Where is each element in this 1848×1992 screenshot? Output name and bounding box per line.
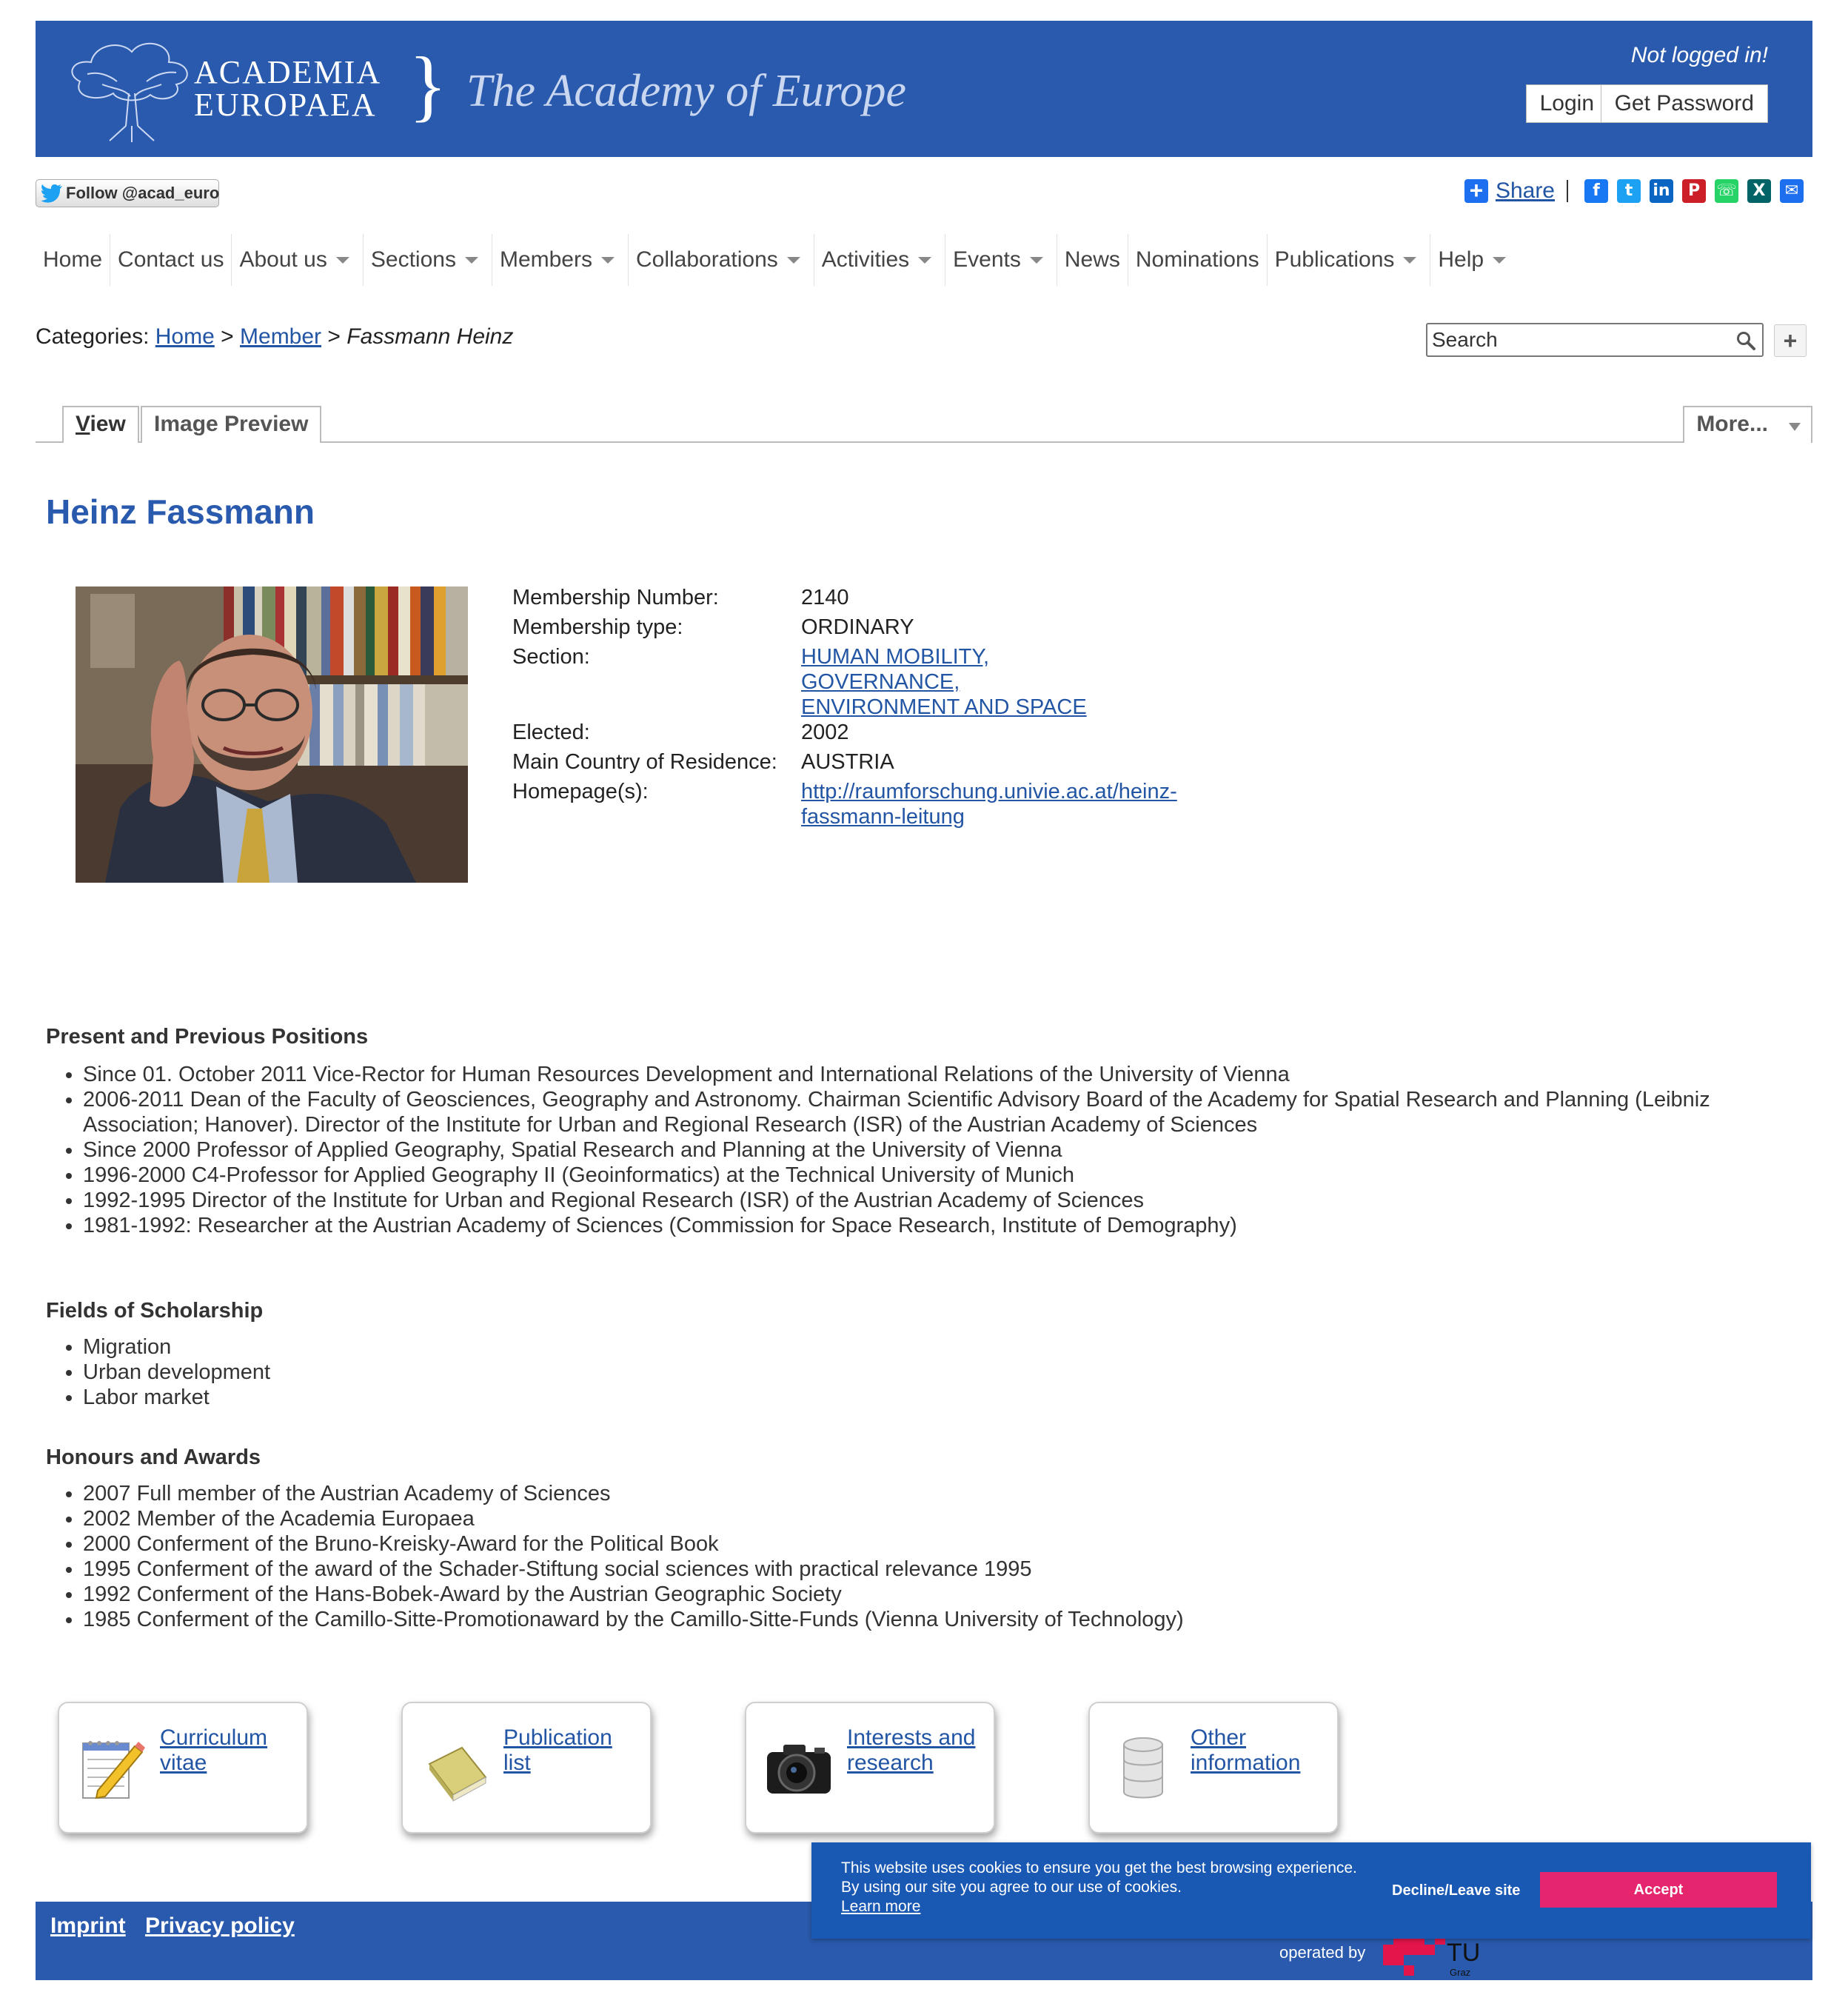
site-tagline: The Academy of Europe (466, 66, 907, 116)
cookie-text: This website uses cookies to ensure you get the best browsing experience. By using our site you agree to our use of cookies. (841, 1859, 1357, 1896)
detail-row-membership-type (512, 615, 1177, 644)
list-item: • Since 2000 Professor of Applied Geography, Spatial Research and Planning at the University of Vienna (83, 1137, 1771, 1163)
follow-label: Follow @acad_euro (66, 184, 220, 202)
chevron-down-icon (918, 257, 931, 264)
book-icon (419, 1730, 493, 1804)
detail-row-homepage (512, 779, 1177, 829)
decline-button[interactable]: Decline/Leave site (1392, 1882, 1521, 1899)
member-portrait (76, 586, 468, 883)
pinterest-icon[interactable]: P (1682, 179, 1706, 203)
section-link-line[interactable]: HUMAN MOBILITY, (801, 645, 990, 669)
honours-list (46, 1481, 1771, 1632)
nav-label: Sections (370, 247, 456, 272)
breadcrumb-separator: > (221, 324, 234, 349)
learn-more-link[interactable]: Learn more (841, 1898, 921, 1915)
search-icon[interactable] (1735, 330, 1756, 351)
section-link[interactable] (801, 644, 1177, 720)
list-item: • 1992 Conferment of the Hans-Bobek-Award by the Austrian Geographic Society (83, 1582, 1771, 1607)
tab-bar (36, 406, 1812, 443)
tab-view-rest: iew (90, 412, 126, 436)
chevron-down-icon (1030, 257, 1043, 264)
database-icon (1106, 1730, 1180, 1804)
notepad-pencil-icon (76, 1730, 150, 1804)
list-item: • 1996-2000 C4-Professor for Applied Geography II (Geoinformatics) at the Technical University of Munich (83, 1163, 1771, 1188)
nav-item-sections[interactable] (364, 234, 492, 286)
logo-wordmark[interactable] (194, 56, 381, 121)
detail-label: Homepage(s): (512, 780, 649, 803)
nav-label: Nominations (1135, 247, 1259, 272)
elected-value: 2002 (801, 721, 849, 744)
breadcrumb-prefix: Categories: (36, 324, 150, 349)
card-label[interactable]: Interests and research (847, 1725, 976, 1775)
nav-item-nominations[interactable] (1128, 234, 1268, 286)
list-item: • Labor market (83, 1385, 1771, 1410)
cookie-message (841, 1859, 1374, 1916)
list-item: • 1992-1995 Director of the Institute for Urban and Regional Research (ISR) of the Austrian Academy of Sciences (83, 1188, 1771, 1213)
operated-by-text: operated by (1279, 1943, 1366, 1962)
breadcrumb-member-link[interactable]: Member (240, 324, 322, 349)
logo-line-2: EUROPAEA (194, 87, 377, 123)
fields-list (46, 1334, 1771, 1410)
xing-icon[interactable]: X (1747, 179, 1771, 203)
nav-item-events[interactable] (945, 234, 1057, 286)
nav-label: Help (1438, 247, 1484, 272)
fields-heading: Fields of Scholarship (46, 1299, 264, 1323)
nav-label: Contact us (118, 247, 224, 272)
more-dropdown[interactable] (1683, 406, 1812, 443)
card-label[interactable]: Curriculum vitae (160, 1725, 268, 1775)
detail-label: Membership Number: (512, 586, 719, 609)
facebook-icon[interactable]: f (1584, 179, 1608, 203)
tab-view-accesskey: V (76, 412, 90, 436)
twitter-icon[interactable]: t (1617, 179, 1641, 203)
tree-logo-icon[interactable] (58, 30, 198, 145)
detail-row-membership-number (512, 585, 1177, 615)
share-divider (1567, 180, 1568, 202)
section-link-line[interactable]: ENVIRONMENT AND SPACE (801, 695, 1087, 719)
membership-type-value: ORDINARY (801, 615, 914, 639)
tu-graz-logo-icon[interactable] (1383, 1934, 1494, 1980)
nav-item-activities[interactable] (814, 234, 945, 286)
positions-heading: Present and Previous Positions (46, 1025, 369, 1049)
card-curriculum-vitae[interactable] (58, 1702, 308, 1834)
detail-label: Section: (512, 645, 590, 669)
chevron-down-icon (1403, 257, 1416, 264)
privacy-policy-link[interactable]: Privacy policy (145, 1914, 295, 1938)
section-link-line[interactable]: GOVERNANCE, (801, 670, 960, 694)
nav-item-members[interactable] (492, 234, 629, 286)
chevron-down-icon (1493, 257, 1506, 264)
email-icon[interactable]: ✉ (1780, 179, 1804, 203)
nav-label: Home (43, 247, 103, 272)
plus-icon: + (1783, 327, 1798, 354)
search-input[interactable] (1430, 327, 1727, 353)
tab-view[interactable] (62, 406, 139, 443)
homepage-link[interactable] (801, 779, 1177, 829)
positions-list (46, 1062, 1771, 1238)
detail-row-elected (512, 720, 1177, 749)
accept-button[interactable]: Accept (1540, 1872, 1777, 1908)
login-status: Not logged in! (1630, 43, 1768, 67)
logo-brace: } (409, 41, 447, 130)
nav-item-collaborations[interactable] (629, 234, 814, 286)
nav-item-contact[interactable] (110, 234, 232, 286)
nav-label: News (1064, 247, 1120, 272)
card-interests-research[interactable] (745, 1702, 995, 1834)
detail-label: Elected: (512, 721, 590, 744)
imprint-link[interactable]: Imprint (50, 1914, 126, 1938)
header-banner (36, 21, 1812, 157)
whatsapp-icon[interactable]: ☏ (1715, 179, 1738, 203)
list-item: • 2007 Full member of the Austrian Academy of Sciences (83, 1481, 1771, 1506)
nav-item-help[interactable] (1430, 234, 1519, 286)
footer-links (50, 1914, 308, 1939)
detail-row-country (512, 749, 1177, 779)
honours-heading: Honours and Awards (46, 1445, 261, 1469)
nav-label: Collaborations (635, 247, 778, 272)
chevron-down-icon (601, 257, 615, 264)
detail-row-section (512, 644, 1177, 720)
search-box (1426, 323, 1764, 357)
list-item: • 1985 Conferment of the Camillo-Sitte-Promotionaward by the Camillo-Sitte-Funds (Vienna University of Technology) (83, 1607, 1771, 1632)
nav-label: About us (239, 247, 327, 272)
card-label[interactable]: Publication list (503, 1725, 612, 1775)
breadcrumb (36, 324, 513, 350)
homepage-link-line[interactable]: http://raumforschung.univie.ac.at/heinz- (801, 780, 1177, 803)
share-link[interactable]: Share (1495, 178, 1555, 203)
nav-label: Publications (1274, 247, 1395, 272)
nav-item-publications[interactable] (1268, 234, 1431, 286)
nav-label: Events (953, 247, 1021, 272)
membership-number-value: 2140 (801, 586, 849, 609)
list-item: • 2000 Conferment of the Bruno-Kreisky-Award for the Political Book (83, 1531, 1771, 1557)
more-label: More... (1696, 412, 1768, 436)
nav-item-news[interactable] (1057, 234, 1128, 286)
logo-line-1: ACADEMIA (194, 54, 382, 90)
nav-item-about[interactable] (232, 234, 363, 286)
country-value: AUSTRIA (801, 750, 894, 774)
get-password-button[interactable]: Get Password (1601, 84, 1768, 123)
chevron-down-icon (465, 257, 478, 264)
list-item: • 2006-2011 Dean of the Faculty of Geosciences, Geography and Astronomy. Chairman Scientific Advisory Board of the Academy for Spatial Research and Planning (Leibniz Association; Hanover). Director of the Institute for Urban and Regional Research (ISR) of the Austrian Academy of Sciences (83, 1087, 1771, 1137)
nav-label: Activities (821, 247, 910, 272)
member-details (512, 585, 1177, 829)
detail-label: Main Country of Residence: (512, 750, 777, 774)
share-bar (1464, 176, 1804, 206)
linkedin-icon[interactable]: in (1650, 179, 1673, 203)
list-item: • Urban development (83, 1360, 1771, 1385)
list-item: • 1981-1992: Researcher at the Austrian Academy of Sciences (Commission for Space Research, Institute of Demography) (83, 1213, 1771, 1238)
main-nav (36, 234, 1519, 286)
nav-item-home[interactable] (36, 234, 110, 286)
cookie-banner (811, 1842, 1811, 1939)
breadcrumb-current: Fassmann Heinz (346, 324, 514, 349)
list-item: • 1995 Conferment of the award of the Schader-Stiftung social sciences with practical relevance 1995 (83, 1557, 1771, 1582)
card-label[interactable]: Other information (1191, 1725, 1301, 1775)
chevron-down-icon (787, 257, 800, 264)
tu-subtext: Graz (1450, 1967, 1471, 1978)
list-item: • Since 01. October 2011 Vice-Rector for Human Resources Development and International Relations of the University of Vienna (83, 1062, 1771, 1087)
twitter-bird-icon (41, 184, 63, 203)
card-other-information[interactable] (1088, 1702, 1339, 1834)
detail-label: Membership type: (512, 615, 683, 639)
breadcrumb-home-link[interactable]: Home (155, 324, 215, 349)
breadcrumb-separator: > (327, 324, 341, 349)
twitter-follow-button[interactable] (36, 179, 219, 207)
login-button[interactable]: Login (1526, 84, 1608, 123)
tu-text: TU (1447, 1939, 1481, 1967)
card-publication-list[interactable] (401, 1702, 652, 1834)
chevron-down-icon (336, 257, 349, 264)
share-plus-icon[interactable]: + (1464, 179, 1488, 203)
add-button[interactable] (1774, 324, 1807, 357)
nav-label: Members (499, 247, 592, 272)
camera-icon (763, 1730, 837, 1804)
tab-image-preview[interactable]: Image Preview (141, 406, 321, 443)
page-title: Heinz Fassmann (46, 492, 315, 531)
list-item: • Migration (83, 1334, 1771, 1360)
homepage-link-line[interactable]: fassmann-leitung (801, 805, 965, 829)
list-item: • 2002 Member of the Academia Europaea (83, 1506, 1771, 1531)
dropdown-arrow-icon (1789, 423, 1801, 431)
